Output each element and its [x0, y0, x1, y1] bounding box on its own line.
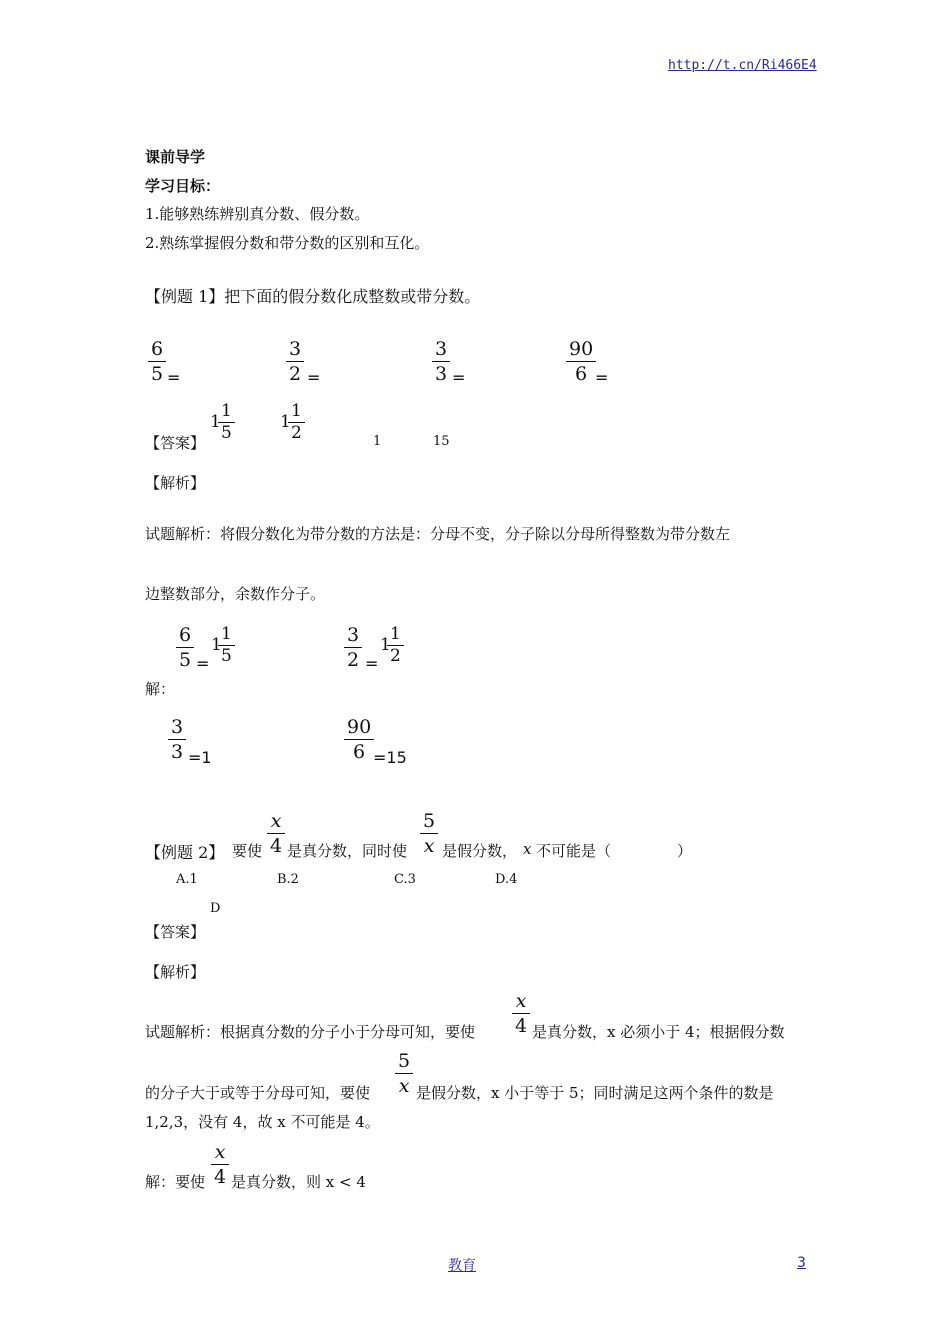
equals-sign: = — [452, 368, 466, 387]
answer-whole-1: 1 — [210, 412, 221, 432]
numerator: 5 — [398, 1050, 411, 1072]
numerator: 90 — [347, 716, 372, 738]
numerator: x — [270, 810, 282, 832]
footer-link[interactable]: 教育 — [448, 1258, 476, 1274]
numerator: 6 — [151, 338, 164, 360]
example2-text-d: 不可能是（ — [536, 842, 612, 860]
goal-item-1: 1.能够熟练辨别真分数、假分数。 — [145, 205, 370, 223]
denominator: x — [423, 835, 435, 857]
page-number: 3 — [797, 1255, 806, 1271]
example2-text-a: 要使 — [232, 842, 263, 860]
option-c: C.3 — [394, 872, 416, 887]
denominator: 6 — [353, 741, 366, 763]
solution-result-4: =15 — [373, 748, 407, 767]
analysis-line-1: 试题解析：将假分数化为带分数的方法是：分母不变，分子除以分母所得整数为带分数左 — [145, 525, 731, 543]
section-title: 课前导学 — [145, 148, 206, 166]
denominator: 2 — [289, 363, 302, 385]
example2-text-e: ） — [677, 842, 693, 860]
example1-question — [145, 284, 480, 307]
denominator: x — [398, 1075, 410, 1097]
example2-analysis-line2-b: 是假分数，x 小于等于 5；同时满足这两个条件的数是 — [416, 1084, 774, 1102]
solution-fraction-4 — [344, 715, 374, 764]
equals-sign: = — [365, 654, 379, 673]
solution-fraction-2 — [344, 623, 362, 672]
denominator: 3 — [435, 363, 448, 385]
problem-fraction-2 — [286, 337, 304, 386]
numerator: 1 — [221, 401, 232, 421]
analysis-label: 【解析】 — [145, 474, 206, 492]
goal-item-2: 2.熟练掌握假分数和带分数的区别和互化。 — [145, 234, 430, 252]
numerator: 5 — [423, 810, 436, 832]
numerator: 90 — [569, 338, 594, 360]
solution-result-fraction-2 — [387, 624, 404, 667]
equals-sign: = — [196, 654, 210, 673]
example1-text: 把下面的假分数化成整数或带分数。 — [224, 287, 481, 306]
analysis-fraction-5-over-x — [395, 1049, 413, 1098]
solution-label: 解： — [145, 680, 176, 698]
numerator: 1 — [390, 624, 401, 644]
denominator: 5 — [221, 423, 232, 443]
example2-fraction-x-over-4 — [267, 809, 285, 858]
answer-label: 【答案】 — [145, 434, 206, 452]
numerator: 3 — [347, 624, 360, 646]
denominator: 3 — [171, 741, 184, 763]
denominator: 2 — [390, 646, 401, 666]
equals-sign: = — [307, 368, 321, 387]
denominator: 4 — [214, 1166, 227, 1188]
header-link[interactable]: http://t.cn/Ri466E4 — [668, 58, 817, 73]
goals-heading: 学习目标： — [145, 177, 221, 195]
numerator: 1 — [291, 401, 302, 421]
numerator: 3 — [435, 338, 448, 360]
solution-fraction-3 — [168, 715, 186, 764]
option-a: A.1 — [176, 872, 198, 887]
example2-solution-a: 解：要使 — [145, 1173, 206, 1191]
example2-analysis-line2-a: 的分子大于或等于分母可知，要使 — [145, 1084, 371, 1102]
example2-solution-b: 是真分数，则 x < 4 — [231, 1173, 366, 1191]
problem-fraction-4 — [566, 337, 596, 386]
numerator: x — [214, 1141, 226, 1163]
solution-fraction-x-over-4 — [211, 1140, 229, 1189]
denominator: 6 — [575, 363, 588, 385]
equals-sign: = — [167, 368, 181, 387]
example2-answer-label: 【答案】 — [145, 923, 206, 941]
denominator: 4 — [270, 835, 283, 857]
denominator: 4 — [515, 1015, 528, 1037]
solution-whole-2: 1 — [380, 635, 391, 655]
example2-text-b: 是真分数，同时使 — [287, 842, 408, 860]
solution-result-3: =1 — [188, 748, 212, 767]
example2-analysis-label: 【解析】 — [145, 963, 206, 981]
answer-fraction-1 — [218, 401, 235, 444]
analysis-fraction-x-over-4 — [512, 989, 530, 1038]
example2-fraction-5-over-x — [420, 809, 438, 858]
example2-analysis-line1-b: 是真分数，x 必须小于 4；根据假分数 — [532, 1023, 785, 1041]
equals-sign: = — [595, 368, 609, 387]
option-d: D.4 — [495, 872, 518, 887]
denominator: 5 — [179, 649, 192, 671]
denominator: 5 — [221, 646, 232, 666]
analysis-line-2: 边整数部分，余数作分子。 — [145, 585, 326, 603]
numerator: 1 — [221, 624, 232, 644]
answer-value-3: 1 — [373, 434, 382, 449]
solution-result-fraction-1 — [218, 624, 235, 667]
solution-fraction-1 — [176, 623, 194, 672]
answer-value-4: 15 — [433, 434, 450, 449]
numerator: 3 — [171, 716, 184, 738]
example2-analysis-line3: 1,2,3，没有 4，故 x 不可能是 4。 — [145, 1113, 380, 1131]
denominator: 2 — [291, 423, 302, 443]
problem-fraction-1 — [148, 337, 166, 386]
problem-fraction-3 — [432, 337, 450, 386]
numerator: 3 — [289, 338, 302, 360]
example2-analysis-line1-a: 试题解析：根据真分数的分子小于分母可知，要使 — [145, 1023, 476, 1041]
example2-variable: x — [523, 840, 532, 858]
denominator: 2 — [347, 649, 360, 671]
example1-label: 【例题 1】 — [145, 287, 225, 306]
numerator: x — [515, 990, 527, 1012]
example2-label: 【例题 2】 — [145, 843, 225, 862]
example2-text-c: 是假分数， — [442, 842, 518, 860]
example2-answer-value: D — [210, 901, 221, 916]
answer-fraction-2 — [288, 401, 305, 444]
answer-whole-2: 1 — [280, 412, 291, 432]
numerator: 6 — [179, 624, 192, 646]
denominator: 5 — [151, 363, 164, 385]
option-b: B.2 — [277, 872, 299, 887]
solution-whole-1: 1 — [211, 635, 222, 655]
